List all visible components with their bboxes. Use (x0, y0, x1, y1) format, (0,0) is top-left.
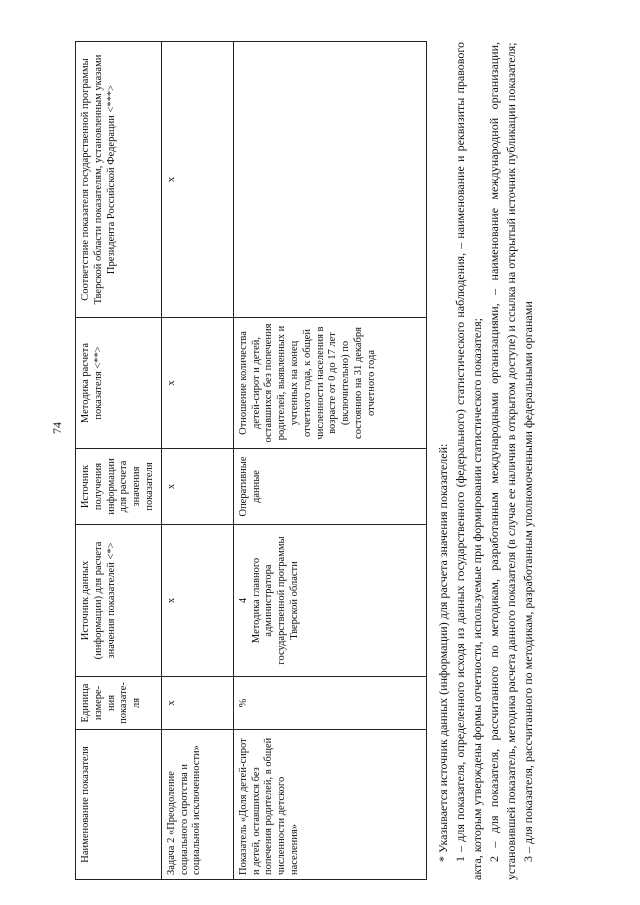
cell-data-source-text: Методика главного администратора государственной программы Тверской области (250, 536, 300, 665)
header-unit: Единица измере-ния показате-ля (76, 677, 162, 730)
cell-data-source (161, 525, 233, 677)
cell-unit: х (161, 677, 233, 730)
cell-indicator-name: Задача 2 «Преодоление социального сиротства и социальной исключенности» (161, 730, 233, 880)
table-row (233, 42, 426, 880)
cell-info-source: х (161, 449, 233, 525)
header-calculation-method: Методика расчета показателя <**> (76, 318, 162, 449)
indicators-table (75, 41, 427, 880)
cell-correspondence: х (161, 42, 233, 318)
cell-data-source-text: х (165, 597, 177, 604)
cell-calculation-method: Отношение количества детей-сирот и детей, оставшихся без попечения родителей, выявленных и учтенных на конец отчетного года, к общей численности населения в возрасте от 0 до 17 лет (включительно) по состоянию на 31 декабря отчетного года (233, 318, 426, 449)
footnote-item-1: 1 – для показателя, определенного исходя из данных государственного (федерального) статистического наблюдения, – наименование и реквизиты правового акта, которым утверждены формы отчетности, используемые при формировании статистического показателя; (453, 42, 485, 880)
cell-unit: % (233, 677, 426, 730)
rotated-page-content (75, 42, 605, 880)
header-indicator-name: Наименование показателя (76, 730, 162, 880)
cell-correspondence (233, 42, 426, 318)
cell-info-source: Оперативные данные (233, 449, 426, 525)
cell-indicator-name: Показатель «Доля детей-сирот и детей, оставшихся без попечения родителей, в общей численности детского населения» (233, 730, 426, 880)
header-correspondence: Соответствие показателя государственной программы Тверской области показателям, установленным указами Президента Российской Федерации <***> (76, 42, 162, 318)
table-row (161, 42, 233, 880)
header-data-source: Источник данных (информации) для расчета значения показателей <*> (76, 525, 162, 677)
page-number: 74 (50, 422, 64, 434)
cell-data-source (233, 525, 426, 677)
table-header-row (76, 42, 162, 880)
cell-data-source-number: 4 (237, 597, 249, 604)
footnote-intro: * Указывается источник данных (информации) для расчета значения показателей: (436, 443, 450, 862)
header-info-source: Источник получения информации для расчета значения показателя (76, 449, 162, 525)
footnote-item-2: 2 – для показателя, рассчитанного по методикам, разработанным международными организациями, – наименование международной организации, установившей показатель, методика расчета данного показателя (в случае ее наличия в открытом доступе) и ссылка на открытый источник публикации показателя; (487, 42, 519, 880)
cell-calculation-method: х (161, 318, 233, 449)
footnote-item-3: 3 – для показателя, рассчитанного по методикам, разработанным уполномоченными федеральными органами (521, 301, 536, 862)
footnotes (435, 42, 537, 880)
